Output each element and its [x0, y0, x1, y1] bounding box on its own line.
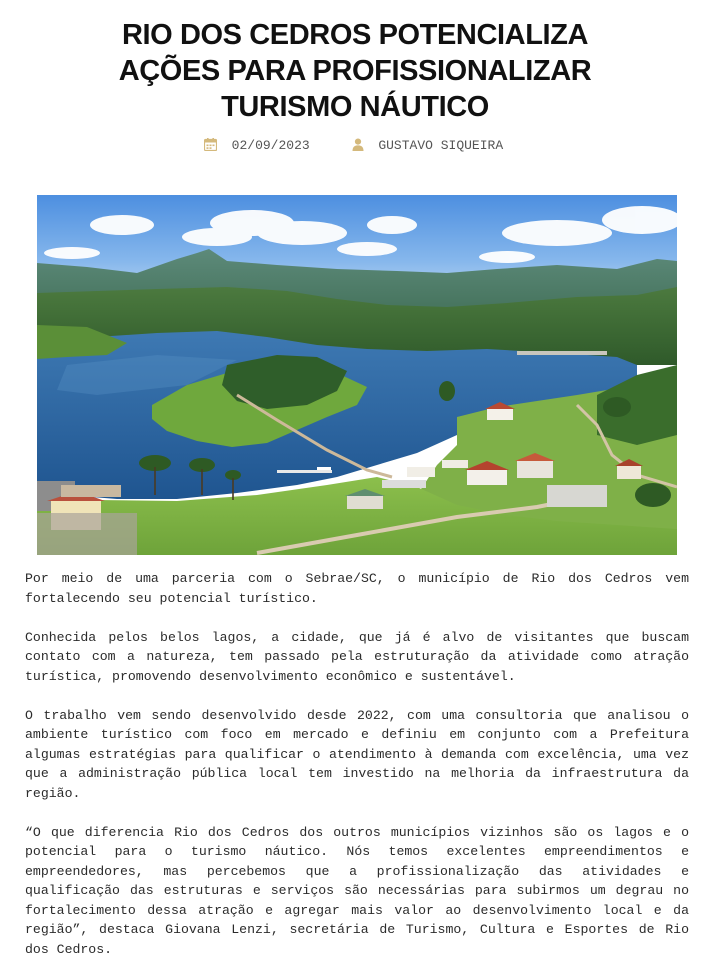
- user-icon: [352, 138, 364, 157]
- article-paragraph: Conhecida pelos belos lagos, a cidade, que já é alvo de visitantes que buscam contato com a natureza, tem passado pela estruturação da atividade como atração turística, promovendo desenvolvimento econômico e sustentável.: [25, 629, 689, 684]
- hero-image: [37, 195, 677, 555]
- article-paragraph: “O que diferencia Rio dos Cedros dos outros municípios vizinhos são os lagos e o potencial para o turismo náutico. Nós temos excelentes empreendimentos e empreendedores, mas percebemos que a profissionalização das atividades e qualificação das estruturas e serviços são necessárias para subirmos um degrau no fortalecimento dessa atração e agregar mais valor ao desenvolvimento local e da região”, destaca Giovana Lenzi, secretária de Turismo, Cultura e Esportes de Rio dos Cedros.: [25, 824, 689, 957]
- calendar-icon: [204, 138, 217, 157]
- article-body: [25, 569, 689, 979]
- post-date-text: 02/09/2023: [231, 138, 310, 153]
- post-author-text: GUSTAVO SIQUEIRA: [378, 138, 504, 153]
- article-paragraph: Por meio de uma parceria com o Sebrae/SC, o município de Rio dos Cedros vem fortalecendo seu potencial turístico.: [25, 571, 689, 606]
- article-paragraph: O trabalho vem sendo desenvolvido desde 2022, com uma consultoria que analisou o ambiente turístico com foco em mercado e definiu em conjunto com a Prefeitura algumas estratégias para qualificar o atendimento à demanda com excelência, uma vez que a administração pública local tem investido na melhoria da infraestrutura da região.: [25, 707, 689, 801]
- page-title-line: RIO DOS CEDROS POTENCIALIZA: [121, 19, 589, 51]
- page-title-line: AÇÕES PARA PROFISSIONALIZAR: [118, 55, 592, 87]
- post-date: [204, 137, 310, 157]
- article-meta: [0, 137, 707, 155]
- page-title-line: TURISMO NÁUTICO: [221, 91, 489, 123]
- page-title: [60, 17, 650, 125]
- post-author[interactable]: [352, 137, 504, 157]
